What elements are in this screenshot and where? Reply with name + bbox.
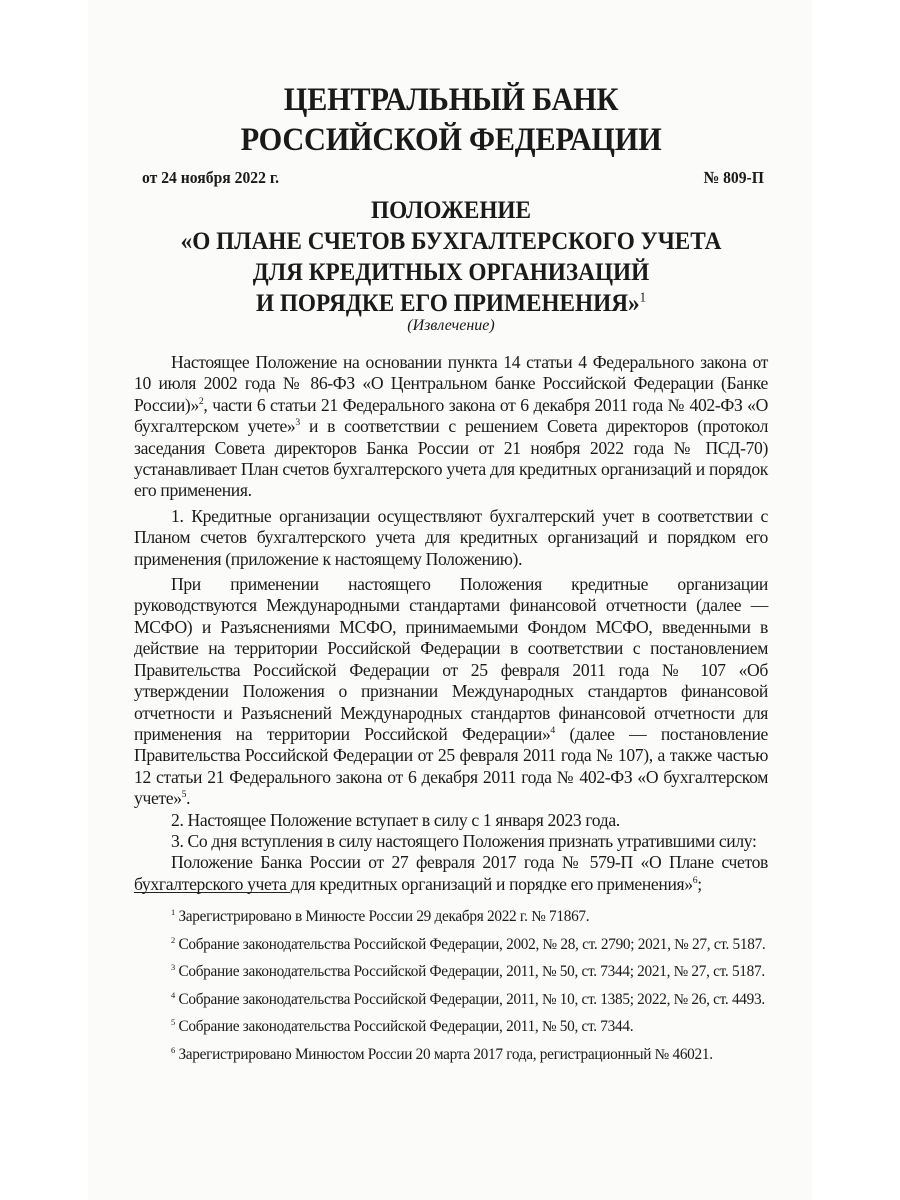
footnote-ref[interactable]: 4 (550, 725, 555, 737)
document-body (134, 352, 768, 895)
footnote-number: 2 (171, 935, 175, 945)
issuer-line-2: РОССИЙСКОЙ ФЕДЕРАЦИИ (240, 122, 662, 158)
footnote-item (134, 962, 768, 982)
title-line-2: «О ПЛАНЕ СЧЕТОВ БУХГАЛТЕРСКОГО УЧЕТА (180, 228, 722, 255)
ifrs-text-1: При применении настоящего Положения кредитные организации руководствуются Международными стандартами финансовой отчетности (далее — МСФО) и Разъяснениями МСФО, принимаемыми Фондом МСФО, введенными в действие на территории Российской Федерации в соответствии с постановлением Правительства Российской Федерации от 25 февраля 2011 года № 107 «Об утверждении Положения о признании Международных стандартов финансовой отчетности и Разъяснений Международных стандартов финансовой отчетности для применения на территории Российской Федерации» (134, 574, 768, 744)
footnote-item (134, 935, 768, 955)
intro-text-1: Настоящее Положение на основании пункта 14 статьи 4 Федерального закона от 10 июля 2002 года № 86-ФЗ «О Центральном банке Российской Федерации (Банке России)» (134, 352, 768, 415)
intro-text-3: и в соответствии с решением Совета директоров (протокол заседания Совета директоров Банка России от 21 ноября 2022 года № ПСД-70) устанавливает План счетов бухгалтерского учета для кредитных организаций и порядок его применения. (134, 416, 768, 501)
footnote-number: 4 (171, 990, 175, 1000)
footnote-ref[interactable]: 3 (295, 417, 300, 429)
footnote-text: Собрание законодательства Российской Федерации, 2002, № 28, ст. 2790; 2021, № 27, ст. 5187. (178, 935, 766, 953)
item-3-paragraph: 3. Со дня вступления в силу настоящего Положения признать утратившими силу: (171, 830, 757, 851)
footnote-ref[interactable]: 6 (692, 874, 698, 886)
issuer-line-1: ЦЕНТРАЛЬНЫЙ БАНК (283, 82, 619, 118)
footnote-ref[interactable]: 2 (198, 395, 204, 407)
footnote-ref[interactable]: 1 (639, 289, 647, 305)
footnote-item (134, 990, 768, 1010)
footnote-text: Зарегистрировано в Минюсте России 29 декабря 2022 г. № 71867. (178, 908, 590, 925)
footnote-text: Зарегистрировано Минюстом России 20 марта 2017 года, регистрационный № 46021. (178, 1045, 713, 1063)
footnote-ref[interactable]: 5 (181, 789, 187, 801)
ifrs-text-3: . (186, 788, 191, 809)
title-line-3: ДЛЯ КРЕДИТНЫХ ОРГАНИЗАЦИЙ (252, 259, 650, 286)
footnote-number: 5 (171, 1017, 175, 1027)
title-line-4 (156, 288, 746, 319)
intro-paragraph (134, 352, 768, 502)
item-1-paragraph: 1. Кредитные организации осуществляют бухгалтерский учет в соответствии с Планом счетов бухгалтерского учета для кредитных организаций и порядком его применения (приложение к настоящему Положению). (134, 505, 768, 569)
footnotes (134, 907, 768, 1072)
footnote-item (134, 1045, 768, 1065)
footnote-text: Собрание законодательства Российской Федерации, 2011, № 50, ст. 7344. (178, 1018, 634, 1035)
footnote-item (134, 1017, 768, 1037)
ifrs-paragraph (134, 574, 768, 809)
extract-label: (Извлечение) (407, 317, 495, 334)
ifrs-text-2: (далее — постановление Правительства Российской Федерации от 25 февраля 2011 года № 107), а также частью 12 статьи 21 Федерального закона от 6 декабря 2011 года № 402-ФЗ «О бухгалтерском учете» (134, 723, 768, 809)
footnote-number: 3 (171, 962, 175, 972)
repealed-paragraph (134, 852, 768, 895)
footnote-number: 6 (171, 1045, 175, 1055)
footnote-item (134, 907, 768, 927)
intro-text-2: , части 6 статьи 21 Федерального закона от 6 декабря 2011 года № 402-ФЗ «О бухгалтерском учете» (134, 394, 768, 437)
document-number: № 809-П (703, 168, 764, 187)
issuer-heading (159, 80, 742, 160)
document-date: от 24 ноября 2022 г. (142, 168, 280, 187)
title-line-4-text: И ПОРЯДКЕ ЕГО ПРИМЕНЕНИЯ» (255, 290, 640, 317)
footnote-text: Собрание законодательства Российской Федерации, 2011, № 50, ст. 7344; 2021, № 27, ст. 5187. (178, 963, 765, 980)
repealed-text: Положение Банка России от 27 февраля 2017 года № 579-П «О Плане счетов бухгалтерского учета для кредитных организаций и порядке его применения» (134, 852, 768, 894)
document-title (156, 195, 746, 319)
item-2-paragraph: 2. Настоящее Положение вступает в силу с 1 января 2023 года. (171, 809, 620, 830)
document-page (88, 0, 812, 1200)
title-line-1: ПОЛОЖЕНИЕ (370, 197, 532, 224)
repealed-tail: ; (697, 873, 702, 894)
footnote-text: Собрание законодательства Российской Федерации, 2011, № 10, ст. 1385; 2022, № 26, ст. 4493. (178, 990, 765, 1008)
footnote-number: 1 (171, 907, 175, 917)
footnote-separator (134, 892, 290, 893)
